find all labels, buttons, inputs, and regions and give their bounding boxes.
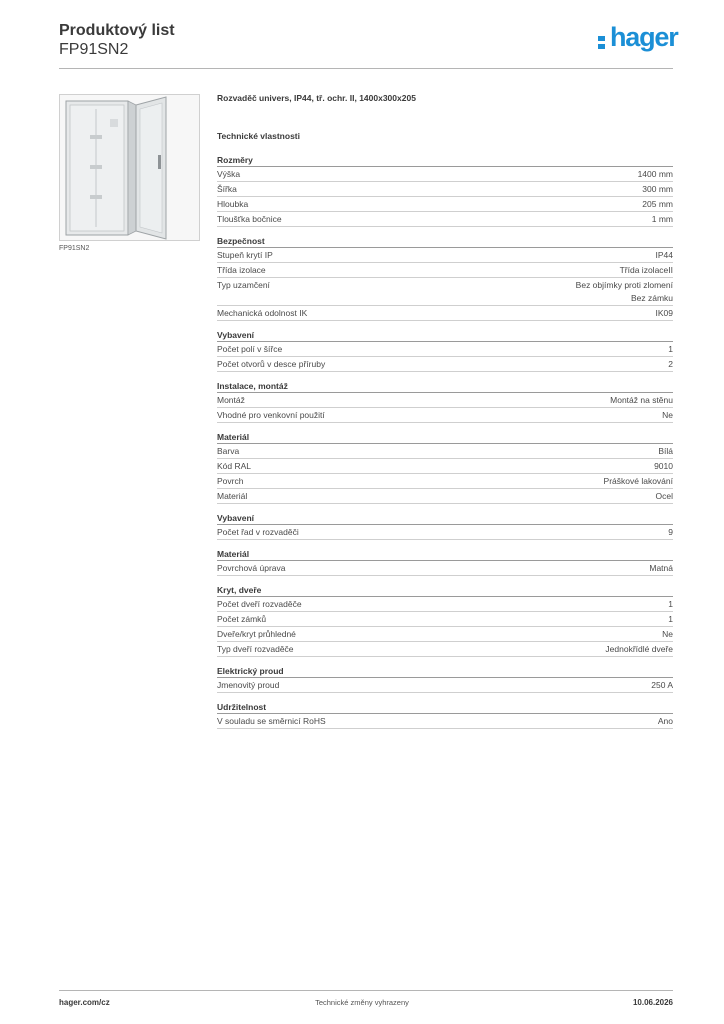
property-value: 1	[668, 599, 673, 609]
property-label: Šířka	[217, 184, 237, 194]
property-label: Materiál	[217, 491, 248, 501]
property-row	[217, 642, 673, 657]
logo-dots-icon	[594, 27, 610, 57]
property-value: 205 mm	[642, 199, 673, 209]
product-image	[59, 94, 200, 241]
property-label: Třída izolace	[217, 265, 266, 275]
property-row	[217, 474, 673, 489]
property-label: Dveře/kryt průhledné	[217, 629, 296, 639]
property-label: Jmenovitý proud	[217, 680, 280, 690]
property-section	[217, 512, 673, 540]
property-row	[217, 212, 673, 227]
tech-properties-heading: Technické vlastnosti	[217, 131, 300, 141]
property-value: Matná	[649, 563, 673, 573]
property-value: 9010	[654, 461, 673, 471]
section-title: Vybavení	[217, 329, 673, 342]
property-label: Typ dveří rozvaděče	[217, 644, 294, 654]
property-row	[217, 627, 673, 642]
property-value: IP44	[655, 250, 673, 260]
property-label: Vhodné pro venkovní použití	[217, 410, 325, 420]
hager-logo	[594, 22, 678, 57]
property-row	[217, 197, 673, 212]
section-title: Vybavení	[217, 512, 673, 525]
section-title: Rozměry	[217, 154, 673, 167]
property-label: Výška	[217, 169, 241, 179]
property-value: Jednokřídlé dveře	[605, 644, 673, 654]
property-sections	[217, 154, 673, 729]
footer-date: 10.06.2026	[632, 998, 673, 1007]
property-section	[217, 665, 673, 693]
section-title: Elektrický proud	[217, 665, 673, 678]
property-value: Ocel	[655, 491, 673, 501]
property-row	[217, 357, 673, 372]
section-title: Kryt, dveře	[217, 584, 673, 597]
property-section	[217, 235, 673, 321]
product-description: Rozvaděč univers, IP44, tř. ochr. II, 1400x300x205	[217, 93, 416, 103]
property-label: Počet polí v šířce	[217, 344, 283, 354]
section-title: Instalace, montáž	[217, 380, 673, 393]
property-label: Počet řad v rozvaděči	[217, 527, 299, 537]
property-label: Tloušťka bočnice	[217, 214, 282, 224]
property-row	[217, 597, 673, 612]
property-section	[217, 584, 673, 657]
property-label: Kód RAL	[217, 461, 252, 471]
property-label: Montáž	[217, 395, 245, 405]
cabinet-image-icon	[60, 95, 199, 240]
section-title: Materiál	[217, 431, 673, 444]
property-value: 1400 mm	[637, 169, 673, 179]
property-section	[217, 548, 673, 576]
property-value: Montáž na stěnu	[610, 395, 673, 405]
footer-website: hager.com/cz	[59, 998, 110, 1007]
property-value: Práškové lakování	[603, 476, 673, 486]
product-image-caption: FP91SN2	[59, 245, 90, 252]
section-title: Udržitelnost	[217, 701, 673, 714]
property-label: Povrch	[217, 476, 244, 486]
product-code: FP91SN2	[59, 41, 129, 58]
property-value: 1 mm	[651, 214, 673, 224]
property-label: V souladu se směrnicí RoHS	[217, 716, 326, 726]
property-row	[217, 342, 673, 357]
property-label: Počet zámků	[217, 614, 267, 624]
footer-notice: Technické změny vyhrazeny	[315, 998, 409, 1007]
property-row	[217, 263, 673, 278]
property-label: Typ uzamčení	[217, 280, 270, 290]
document-title: Produktový list	[59, 22, 175, 39]
property-label: Barva	[217, 446, 240, 456]
section-title: Bezpečnost	[217, 235, 673, 248]
property-value: 2	[668, 359, 673, 369]
property-row	[217, 444, 673, 459]
property-row	[217, 278, 673, 306]
property-value: Ne	[662, 629, 673, 639]
property-row	[217, 678, 673, 693]
property-row	[217, 167, 673, 182]
property-value: 250 A	[651, 680, 673, 690]
property-value: Bílá	[658, 446, 673, 456]
property-row	[217, 459, 673, 474]
property-label: Mechanická odolnost IK	[217, 308, 308, 318]
property-label: Počet dveří rozvaděče	[217, 599, 302, 609]
property-row	[217, 408, 673, 423]
property-value: 1	[668, 344, 673, 354]
property-value: 9	[668, 527, 673, 537]
property-value: Ne	[662, 410, 673, 420]
property-row	[217, 248, 673, 263]
property-row	[217, 525, 673, 540]
property-label: Povrchová úprava	[217, 563, 286, 573]
property-section	[217, 154, 673, 227]
property-label: Stupeň krytí IP	[217, 250, 273, 260]
logo-text: hager	[610, 22, 678, 52]
property-label: Hloubka	[217, 199, 249, 209]
property-row	[217, 182, 673, 197]
header-divider	[59, 68, 673, 69]
property-row	[217, 489, 673, 504]
section-title: Materiál	[217, 548, 673, 561]
property-section	[217, 701, 673, 729]
property-section	[217, 380, 673, 423]
property-value: 300 mm	[642, 184, 673, 194]
property-row	[217, 393, 673, 408]
property-row	[217, 714, 673, 729]
property-value: Bez objímky proti zlomení Bez zámku	[575, 280, 673, 303]
property-row	[217, 561, 673, 576]
property-row	[217, 612, 673, 627]
property-value: IK09	[655, 308, 673, 318]
property-value: Ano	[657, 716, 673, 726]
property-row	[217, 306, 673, 321]
property-value: 1	[668, 614, 673, 624]
product-details	[217, 92, 673, 737]
footer-divider	[59, 990, 673, 991]
property-section	[217, 431, 673, 504]
property-label: Počet otvorů v desce příruby	[217, 359, 326, 369]
property-value: Třída izolaceII	[619, 265, 673, 275]
property-section	[217, 329, 673, 372]
